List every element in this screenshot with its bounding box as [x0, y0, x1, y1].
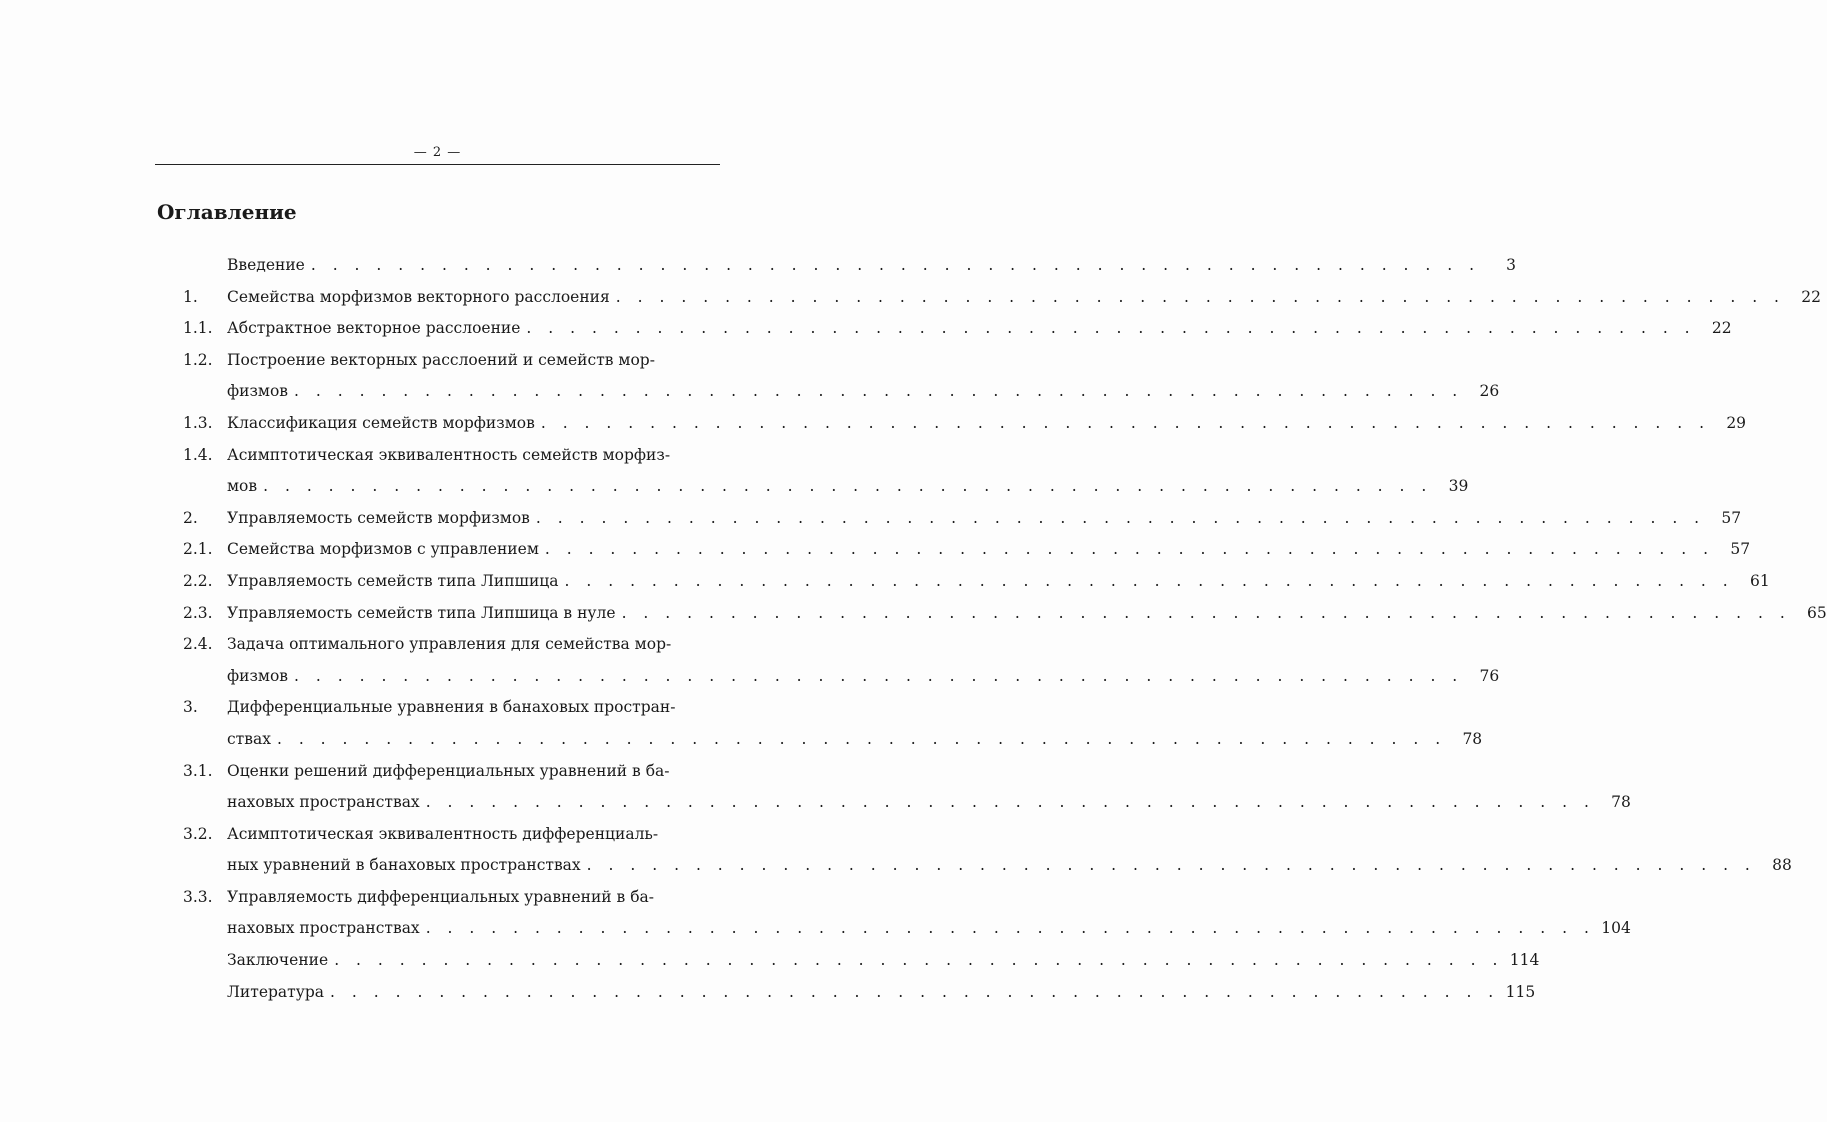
toc-entry-number — [183, 945, 227, 977]
leader-dots: . . . . . . . . . . . . . . . . . . . . . . . . . . . . . . . . . . . . . . . . . . . . . . . . . . . . . . — [535, 508, 1706, 527]
header-rule — [155, 164, 720, 165]
toc-page-number: 115 — [1505, 982, 1536, 1001]
toc-page-number: 88 — [1772, 856, 1792, 875]
toc-entry-number: 1. — [183, 287, 198, 306]
toc-entry — [183, 882, 1631, 945]
leader-dots: . . . . . . . . . . . . . . . . . . . . . . . . . . . . . . . . . . . . . . . . . . . . . . . . . . . . . . — [425, 919, 1595, 938]
toc-entry-text: физмов — [227, 666, 289, 685]
toc-entry-text: ных уравнений в банаховых пространствах — [227, 856, 581, 875]
toc-entry-number: 2. — [183, 508, 198, 527]
toc-page-number: 39 — [1448, 477, 1469, 496]
toc-entry-number: 2.1. — [183, 540, 213, 559]
leader-dots: . . . . . . . . . . . . . . . . . . . . . . . . . . . . . . . . . . . . . . . . . . . . . . . . . . . . . . — [294, 666, 1464, 685]
toc-entry-text: наховых пространствах — [227, 919, 420, 938]
leader-dots: . . . . . . . . . . . . . . . . . . . . . . . . . . . . . . . . . . . . . . . . . . . . . . . . . . . . . . — [334, 951, 1504, 970]
toc-entry-text: Дифференциальные уравнения в банаховых простран- — [227, 698, 676, 717]
leader-dots: . . . . . . . . . . . . . . . . . . . . . . . . . . . . . . . . . . . . . . . . . . . . . . . . . . . . . . — [621, 603, 1791, 622]
leader-dots: . . . . . . . . . . . . . . . . . . . . . . . . . . . . . . . . . . . . . . . . . . . . . . . . . . . . . . — [294, 382, 1464, 401]
toc-page-number: 65 — [1807, 603, 1827, 622]
leader-dots: . . . . . . . . . . . . . . . . . . . . . . . . . . . . . . . . . . . . . . . . . . . . . . . . . . . . . . — [615, 287, 1785, 306]
leader-dots: . . . . . . . . . . . . . . . . . . . . . . . . . . . . . . . . . . . . . . . . . . . . . . . . . . . . . . — [276, 729, 1447, 748]
toc-page-number: 78 — [1611, 793, 1631, 812]
toc-entry-text: физмов — [227, 382, 289, 401]
toc-entry-text: Управляемость дифференциальных уравнений в ба- — [227, 887, 655, 906]
toc-entry-number: 1.1. — [183, 319, 213, 338]
leader-dots: . . . . . . . . . . . . . . . . . . . . . . . . . . . . . . . . . . . . . . . . . . . . . . . . . . . . . . — [526, 319, 1696, 338]
toc-entry-text: Управляемость семейств морфизмов — [227, 508, 530, 527]
toc-entry — [183, 629, 1500, 692]
toc-entry — [183, 503, 1742, 535]
toc-entry — [183, 534, 1751, 566]
toc-entry-number: 3.2. — [183, 824, 213, 843]
page-number: — 2 — — [413, 145, 462, 160]
toc-entry — [183, 598, 1827, 630]
toc-entry — [183, 313, 1732, 345]
toc-entry-number — [183, 977, 227, 1009]
toc-entry-text: Введение — [227, 256, 305, 274]
toc-title: Оглавление — [157, 200, 297, 224]
page-header — [155, 145, 720, 165]
toc-page-number: 3 — [1506, 256, 1517, 274]
toc-page-number: 22 — [1801, 287, 1821, 306]
leader-dots: . . . . . . . . . . . . . . . . . . . . . . . . . . . . . . . . . . . . . . . . . . . . . . . . . . . . . . — [330, 982, 1500, 1001]
toc-entry-text: Заключение — [227, 951, 329, 970]
toc-page-number: 26 — [1479, 382, 1500, 401]
table-of-contents — [183, 250, 1827, 1008]
toc-entry-number: 2.3. — [183, 603, 213, 622]
toc-entry-text: ствах — [227, 729, 271, 748]
leader-dots: . . . . . . . . . . . . . . . . . . . . . . . . . . . . . . . . . . . . . . . . . . . . . . . . . . . . . . — [425, 793, 1595, 812]
toc-entry-text: Семейства морфизмов векторного расслоения — [227, 287, 610, 306]
toc-entry-text: Управляемость семейств типа Липшица — [227, 571, 559, 590]
toc-entry-text: Абстрактное векторное расслоение — [227, 319, 521, 338]
toc-entry — [183, 692, 1483, 755]
toc-entry-text: Асимптотическая эквивалентность дифференциаль- — [227, 824, 659, 843]
toc-entry-text: Семейства морфизмов с управлением — [227, 540, 539, 559]
toc-entry-number — [183, 250, 227, 282]
toc-entry — [183, 756, 1631, 819]
leader-dots: . . . . . . . . . . . . . . . . . . . . . . . . . . . . . . . . . . . . . . . . . . . . . . . . . . . . . . — [544, 540, 1715, 559]
toc-entry-number: 1.3. — [183, 413, 213, 432]
toc-entry-number: 1.2. — [183, 350, 213, 369]
leader-dots: . . . . . . . . . . . . . . . . . . . . . . . . . . . . . . . . . . . . . . . . . . . . . . . . . . . . . . — [263, 477, 1433, 496]
toc-entry — [183, 819, 1792, 882]
leader-dots: . . . . . . . . . . . . . . . . . . . . . . . . . . . . . . . . . . . . . . . . . . . . . . . . . . . . . . — [564, 571, 1734, 590]
toc-entry — [183, 250, 1517, 282]
toc-entry-number: 2.2. — [183, 571, 213, 590]
leader-dots: . . . . . . . . . . . . . . . . . . . . . . . . . . . . . . . . . . . . . . . . . . . . . . . . . . . . . . — [310, 256, 1481, 274]
toc-entry-text: Задача оптимального управления для семейства мор- — [227, 635, 672, 654]
toc-entry — [183, 566, 1770, 598]
toc-entry — [183, 345, 1500, 408]
toc-entry-number: 1.4. — [183, 445, 213, 464]
toc-page-number: 57 — [1730, 540, 1751, 559]
toc-entry-number: 3.3. — [183, 887, 213, 906]
toc-page-number: 104 — [1601, 919, 1631, 938]
toc-page-number: 78 — [1462, 729, 1483, 748]
toc-entry-text: Литература — [227, 982, 325, 1001]
toc-entry — [183, 282, 1821, 314]
toc-page-number: 29 — [1726, 413, 1747, 432]
toc-entry — [183, 408, 1747, 440]
toc-entry-number: 2.4. — [183, 635, 213, 654]
toc-page-number: 22 — [1711, 319, 1732, 338]
toc-page-number: 114 — [1509, 951, 1540, 970]
toc-entry-number: 3. — [183, 698, 198, 717]
toc-entry-text: Построение векторных расслоений и семейств мор- — [227, 350, 655, 369]
toc-entry-text: Управляемость семейств типа Липшица в нуле — [227, 603, 616, 622]
toc-entry — [183, 945, 1540, 977]
toc-page-number: 61 — [1749, 571, 1770, 590]
toc-entry-text: Оценки решений дифференциальных уравнений в ба- — [227, 761, 670, 780]
toc-entry-text: Классификация семейств морфизмов — [227, 413, 535, 432]
toc-entry-number: 3.1. — [183, 761, 213, 780]
leader-dots: . . . . . . . . . . . . . . . . . . . . . . . . . . . . . . . . . . . . . . . . . . . . . . . . . . . . . . — [540, 413, 1711, 432]
toc-entry-text: мов — [227, 477, 258, 496]
toc-entry-text: Асимптотическая эквивалентность семейств морфиз- — [227, 445, 671, 464]
toc-entry-text: наховых пространствах — [227, 793, 420, 812]
leader-dots: . . . . . . . . . . . . . . . . . . . . . . . . . . . . . . . . . . . . . . . . . . . . . . . . . . . . . . — [586, 856, 1756, 875]
toc-entry — [183, 977, 1536, 1009]
toc-page-number: 57 — [1721, 508, 1742, 527]
toc-entry — [183, 440, 1469, 503]
toc-page-number: 76 — [1479, 666, 1500, 685]
